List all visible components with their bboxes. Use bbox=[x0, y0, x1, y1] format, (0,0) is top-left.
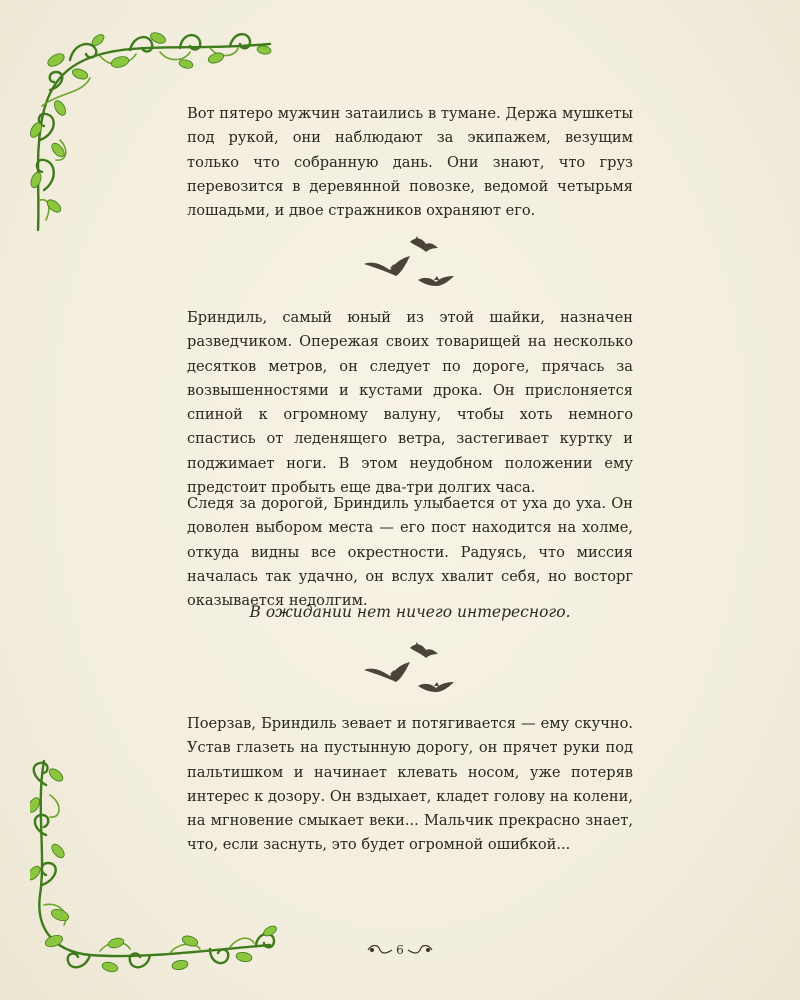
ornament-right-icon bbox=[406, 944, 434, 956]
ornament-left-icon bbox=[366, 944, 394, 956]
paragraph-brindil-smiles: Следя за дорогой, Бриндиль улыбается от уха до уха. Он доволен выбором места — его пост находится на холме, откуда видны все окрестности. Радуясь, что миссия началась так удачно, он вслух хвалит себя, но восторг оказывается недолгим. bbox=[187, 495, 633, 610]
bats-divider-icon bbox=[360, 232, 460, 294]
page-footer bbox=[350, 940, 450, 960]
bats-divider-icon bbox=[360, 638, 460, 700]
paragraph-brindil-dozes: Поерзав, Бриндиль зевает и потягивается — ему скучно. Устав глазеть на пустынную дорогу, он прячет руки под пальтишком и начинает клевать носом, уже потеряв интерес к дозору. Он вздыхает, кладет голову на колени, на мгновение смыкает веки... Мальчик прекрасно знает, что, если заснуть, это будет огромной ошибкой... bbox=[187, 715, 633, 854]
page-number: 6 bbox=[396, 943, 404, 957]
paragraph-ambush: Вот пятеро мужчин затаились в тумане. Держа мушкеты под рукой, они наблюдают за экипажем, везущим только что собранную дань. Они знают, что груз перевозится в деревянной повозке, ведомой четырьмя лошадьми, и двое стражников охраняют его. bbox=[187, 105, 633, 220]
paragraph-brindil-scout: Бриндиль, самый юный из этой шайки, назначен разведчиком. Опережая своих товарищей на несколько десятков метров, он следует по дороге, прячась за возвышенностями и кустами дрока. Он прислоняется спиной к огромному валуну, чтобы хоть немного спастись от леденящего ветра, застегивает куртку и поджимает ноги. В этом неудобном положении ему предстоит пробыть еще два-три долгих часа. bbox=[187, 309, 633, 497]
emphasis-line: В ожидании нет ничего интересного. bbox=[249, 603, 571, 621]
